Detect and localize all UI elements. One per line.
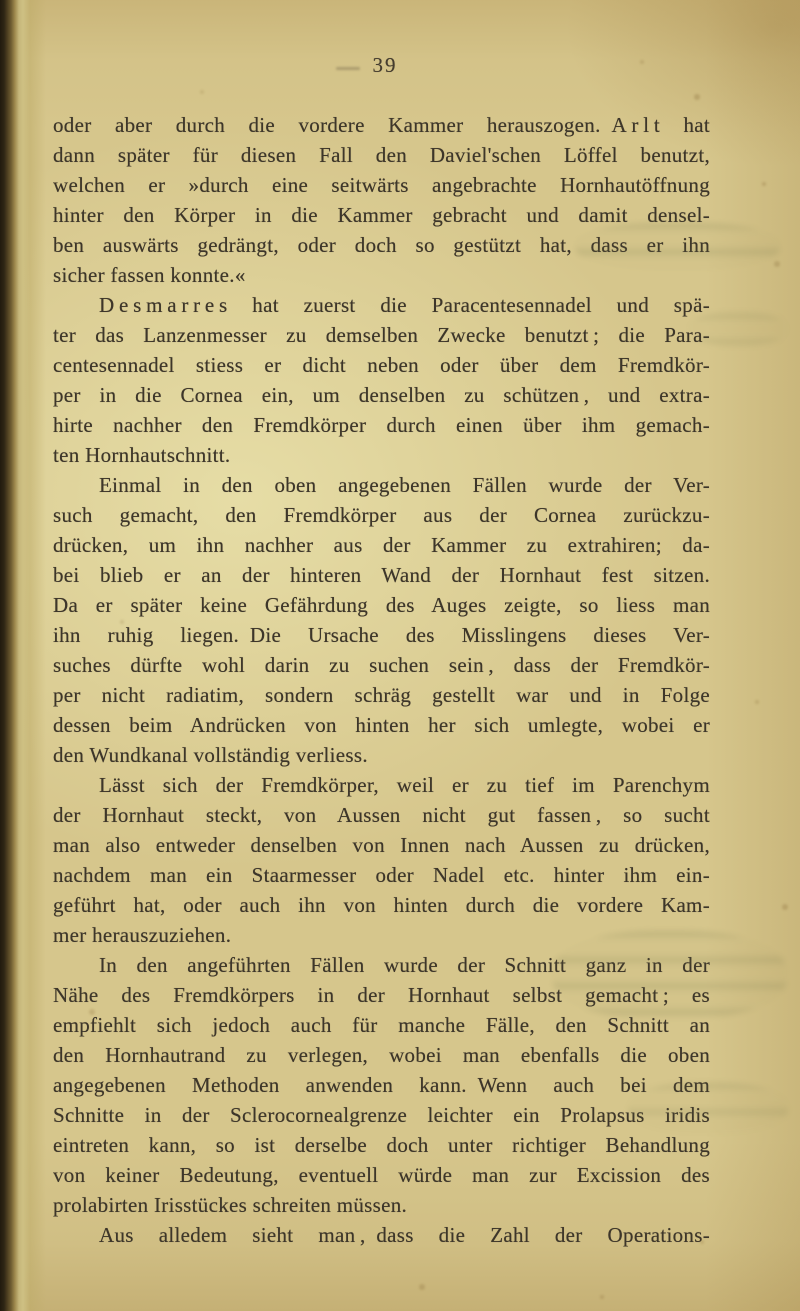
text-line: welchen er »durch eine seitwärts angebrachte Hornhautöffnung — [53, 173, 710, 197]
ink-showthrough — [552, 930, 787, 1020]
text-line: den Wundkanal vollständig verliess. — [53, 743, 368, 767]
text-line: hinter den Körper in die Kammer gebracht und damit densel- — [53, 203, 710, 227]
text-line: der Hornhaut steckt, von Aussen nicht gut fassen , so sucht — [53, 803, 710, 827]
text-line: dessen beim Andrücken von hinten her sich umlegte, wobei er — [53, 713, 710, 737]
ink-showthrough — [688, 312, 788, 346]
text-line: eintreten kann, so ist derselbe doch unter richtiger Behandlung — [53, 1133, 710, 1157]
text-line: such gemacht, den Fremdkörper aus der Cornea zurückzu- — [53, 503, 710, 527]
text-line: per in die Cornea ein, um denselben zu schützen , und extra- — [53, 383, 710, 407]
text-line: Schnitte in der Sclerocornealgrenze leichter ein Prolapsus iridis — [53, 1103, 710, 1127]
text-line: prolabirten Irisstückes schreiten müssen. — [53, 1193, 408, 1217]
ink-showthrough — [575, 222, 780, 270]
text-line: sicher fassen konnte.« — [53, 263, 246, 287]
paper-speckles — [0, 0, 4, 4]
page-text — [53, 110, 710, 1250]
text-line: Lässt sich der Fremdkörper, weil er zu tief im Parenchym — [99, 773, 710, 797]
text-line: ten Hornhautschnitt. — [53, 443, 231, 467]
text-line: ter das Lanzenmesser zu demselben Zwecke benutzt ; die Para- — [53, 323, 710, 347]
text-line: per nicht radiatim, sondern schräg gestellt war und in Folge — [53, 683, 710, 707]
text-line: Einmal in den oben angegebenen Fällen wurde der Ver- — [99, 473, 710, 497]
text-line: Da er später keine Gefährdung des Auges zeigte, so liess man — [53, 593, 710, 617]
text-line: drücken, um ihn nachher aus der Kammer zu extrahiren; da- — [53, 533, 710, 557]
text-line: man also entweder denselben von Innen nach Aussen zu drücken, — [53, 833, 710, 857]
text-line: centesennadel stiess er dicht neben oder über dem Fremdkör- — [53, 353, 710, 377]
text-line: suches dürfte wohl darin zu suchen sein , dass der Fremdkör- — [53, 653, 710, 677]
text-line: oder aber durch die vordere Kammer herauszogen. A r l t hat — [53, 113, 710, 137]
text-line: mer herauszuziehen. — [53, 923, 232, 947]
text-line: In den angeführten Fällen wurde der Schnitt ganz in der — [99, 953, 710, 977]
text-line: bei blieb er an der hinteren Wand der Hornhaut fest sitzen. — [53, 563, 710, 587]
text-line: hirte nachher den Fremdkörper durch einen über ihm gemach- — [53, 413, 710, 437]
paragraph — [53, 1220, 710, 1250]
text-line: D e s m a r r e s hat zuerst die Paracentesennadel und spä- — [99, 293, 710, 317]
book-gutter-shadow — [0, 0, 46, 1311]
paragraph — [53, 290, 710, 470]
text-line: ihn ruhig liegen. Die Ursache des Misslingens dieses Ver- — [53, 623, 710, 647]
text-line: dann später für diesen Fall den Daviel'schen Löffel benutzt, — [53, 143, 710, 167]
text-line: den Hornhautrand zu verlegen, wobei man ebenfalls die oben — [53, 1043, 710, 1067]
paragraph — [53, 470, 710, 770]
text-line: von keiner Bedeutung, eventuell würde man zur Excission des — [53, 1163, 710, 1187]
text-line: angegebenen Methoden anwenden kann. Wenn auch bei dem — [53, 1073, 710, 1097]
text-line: empfiehlt sich jedoch auch für manche Fälle, den Schnitt an — [53, 1013, 710, 1037]
page-number: 39 — [372, 53, 398, 77]
text-line: geführt hat, oder auch ihn von hinten durch die vordere Kam- — [53, 893, 710, 917]
text-line: nachdem man ein Staarmesser oder Nadel etc. hinter ihm ein- — [53, 863, 710, 887]
text-line: ben auswärts gedrängt, oder doch so gestützt hat, dass er ihn — [53, 233, 710, 257]
ink-showthrough — [628, 1082, 788, 1134]
text-line: Nähe des Fremdkörpers in der Hornhaut selbst gemacht ; es — [53, 983, 710, 1007]
text-line: Aus alledem sieht man , dass die Zahl der Operations- — [99, 1223, 710, 1247]
paragraph — [53, 770, 710, 950]
